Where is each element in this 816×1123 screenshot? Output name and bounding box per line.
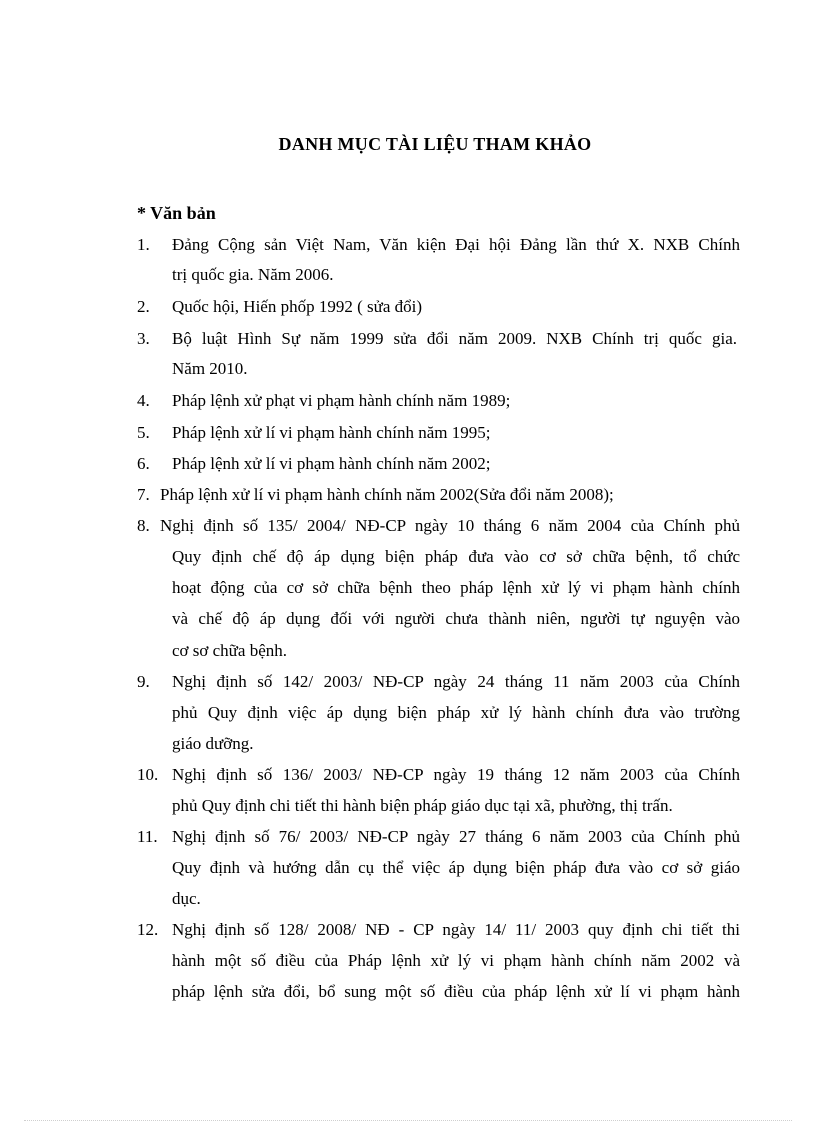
reference-item bbox=[0, 514, 816, 664]
reference-line: hoạt động của cơ sở chữa bệnh theo pháp lệnh xử lý vi phạm hành chính bbox=[172, 578, 740, 597]
reference-line: dục. bbox=[172, 889, 201, 908]
reference-item bbox=[0, 389, 816, 419]
reference-line: phủ Quy định chi tiết thi hành biện pháp giáo dục tại xã, phường, thị trấn. bbox=[172, 796, 673, 815]
reference-number: 2. bbox=[137, 297, 150, 316]
reference-line: Nghị định số 76/ 2003/ NĐ-CP ngày 27 tháng 6 năm 2003 của Chính phủ bbox=[172, 827, 740, 846]
reference-item bbox=[0, 233, 816, 293]
reference-item bbox=[0, 295, 816, 325]
reference-line: giáo dưỡng. bbox=[172, 734, 254, 753]
page-bottom-divider bbox=[24, 1120, 792, 1121]
reference-number: 7. bbox=[137, 485, 150, 504]
reference-item bbox=[0, 670, 816, 760]
reference-item bbox=[0, 763, 816, 823]
reference-item bbox=[0, 918, 816, 1008]
reference-line: hành một số điều của Pháp lệnh xử lý vi phạm hành chính năm 2002 và bbox=[172, 951, 740, 970]
reference-line: phủ Quy định việc áp dụng biện pháp xử lý hành chính đưa vào trường bbox=[172, 703, 740, 722]
reference-line: Đảng Cộng sản Việt Nam, Văn kiện Đại hội Đảng lần thứ X. NXB Chính bbox=[172, 235, 740, 254]
reference-line: pháp lệnh sửa đổi, bổ sung một số điều của pháp lệnh xử lí vi phạm hành bbox=[172, 982, 740, 1001]
reference-number: 8. bbox=[137, 516, 150, 535]
reference-number: 10. bbox=[137, 765, 159, 784]
reference-line: Nghị định số 135/ 2004/ NĐ-CP ngày 10 tháng 6 năm 2004 của Chính phủ bbox=[160, 516, 740, 535]
section-heading: * Văn bản bbox=[137, 203, 216, 223]
reference-item bbox=[0, 327, 816, 387]
reference-line: Năm 2010. bbox=[172, 359, 248, 378]
reference-line: Quy định chế độ áp dụng biện pháp đưa vào cơ sở chữa bệnh, tổ chức bbox=[172, 547, 740, 566]
page-title: DANH MỤC TÀI LIỆU THAM KHẢO bbox=[278, 134, 592, 154]
reference-line: Nghị định số 136/ 2003/ NĐ-CP ngày 19 tháng 12 năm 2003 của Chính bbox=[172, 765, 740, 784]
reference-number: 11. bbox=[137, 827, 158, 846]
reference-line: Nghị định số 142/ 2003/ NĐ-CP ngày 24 tháng 11 năm 2003 của Chính bbox=[172, 672, 740, 691]
reference-item bbox=[0, 825, 816, 915]
reference-line: cơ sơ chữa bệnh. bbox=[172, 641, 287, 660]
reference-number: 1. bbox=[137, 235, 150, 254]
reference-line: Pháp lệnh xử phạt vi phạm hành chính năm 1989; bbox=[172, 391, 511, 410]
reference-line: và chế độ áp dụng đối với người chưa thành niên, người tự nguyện vào bbox=[172, 609, 740, 628]
reference-line: Pháp lệnh xử lí vi phạm hành chính năm 2002; bbox=[172, 454, 491, 473]
reference-number: 3. bbox=[137, 329, 150, 348]
reference-item bbox=[0, 421, 816, 451]
reference-number: 5. bbox=[137, 423, 150, 442]
reference-number: 4. bbox=[137, 391, 150, 410]
reference-line: Bộ luật Hình Sự năm 1999 sửa đổi năm 2009. NXB Chính trị quốc gia. bbox=[172, 329, 737, 348]
reference-number: 12. bbox=[137, 920, 159, 939]
reference-line: trị quốc gia. Năm 2006. bbox=[172, 265, 334, 284]
reference-line: Quốc hội, Hiến phốp 1992 ( sửa đổi) bbox=[172, 297, 423, 316]
reference-line: Quy định và hướng dẫn cụ thể việc áp dụng biện pháp đưa vào cơ sở giáo bbox=[172, 858, 740, 877]
reference-line: Pháp lệnh xử lí vi phạm hành chính năm 1995; bbox=[172, 423, 491, 442]
reference-item bbox=[0, 483, 816, 513]
reference-item bbox=[0, 452, 816, 482]
reference-line: Nghị định số 128/ 2008/ NĐ - CP ngày 14/ 11/ 2003 quy định chi tiết thi bbox=[172, 920, 740, 939]
reference-line: Pháp lệnh xử lí vi phạm hành chính năm 2002(Sửa đổi năm 2008); bbox=[160, 485, 614, 504]
reference-number: 6. bbox=[137, 454, 150, 473]
reference-number: 9. bbox=[137, 672, 150, 691]
